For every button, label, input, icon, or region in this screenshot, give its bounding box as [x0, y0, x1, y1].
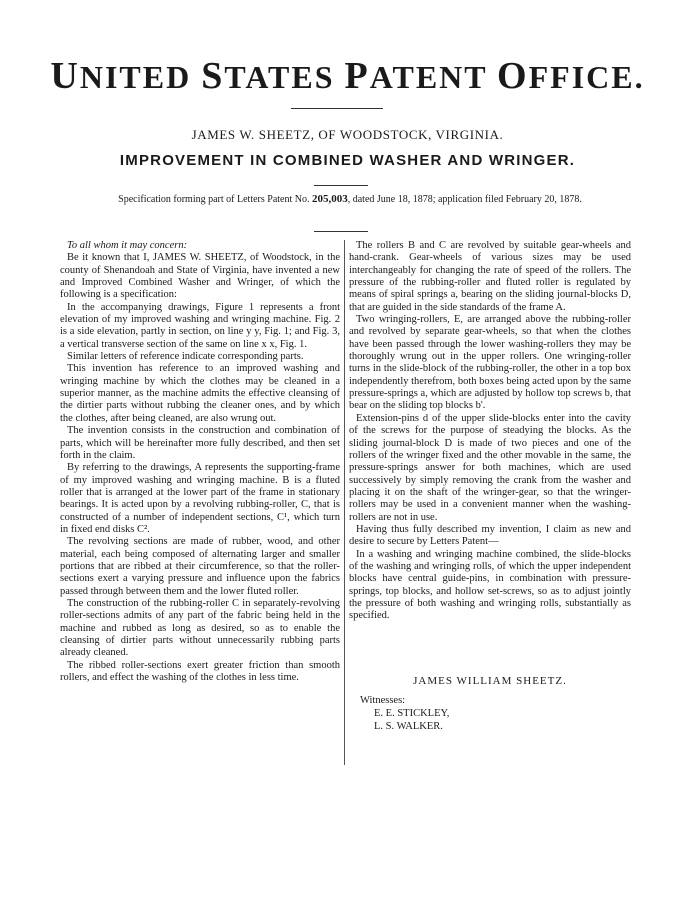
- right-column: [349, 240, 631, 623]
- office-title-word: PATENT: [344, 55, 498, 97]
- body-paragraph: This invention has reference to an improved washing and wringing machine by which the clothes may be cleaned in a superior manner, as the machine admits the effective cleansing of the dirtier parts without rubbing the cleaner ones, and by which the clothes, after being cleaned, are also wrung out.: [60, 363, 340, 424]
- inventor-line: JAMES W. SHEETZ, OF WOODSTOCK, VIRGINIA.: [191, 127, 504, 142]
- left-column: [60, 240, 340, 684]
- witness-name: E. E. STICKLEY,: [374, 708, 450, 719]
- office-title-word: OFFICE.: [497, 55, 645, 97]
- body-paragraph: The invention consists in the construction and combination of parts, which will be hereinafter more fully described, and then set forth in the claim.: [60, 425, 340, 461]
- body-paragraph: Two wringing-rollers, E, are arranged above the rubbing-roller and revolved by separate gear-wheels, so that when the clothes have been passed through the lower washing-rollers they may be thoroughly wrung out in the upper rollers. One wringing-roller turns in the slide-block of the rubbing-roller, the other in a top box independently therefrom, both boxes being acted upon by the same pressure-springs a, which are adjusted by hollow top screws b, that bear on the sliding top blocks b'.: [349, 314, 631, 412]
- body-paragraph: The construction of the rubbing-roller C in separately-revolving roller-sections admits of any part of the fabric being held in the machine and rubbed as long as desired, so as to enable the cleansing of dirtier parts without unnecessarily rubbing parts already cleaned.: [60, 597, 340, 659]
- body-paragraph: Extension-pins d of the upper slide-blocks enter into the cavity of the screws for the purpose of steadying the blocks. As the sliding journal-block D is made of two pieces and one of the rollers of the wringer fixed and the other movable in the same, the pressure-springs answer for both machines, which are used successively by simply removing the crank from the washer and placing it on the shaft of the wringer-gear, so that the wringer-rollers may be used in a convenient manner when the washing-rollers are not in use.: [349, 412, 631, 523]
- spec-suffix: , dated June 18, 1878; application filed February 20, 1878.: [347, 194, 582, 205]
- body-paragraph: Be it known that I, JAMES W. SHEETZ, of Woodstock, in the county of Shenandoah and State of Virginia, have invented a new and Improved Combined Washer and Wringer, of which the following is a specification:: [60, 252, 340, 301]
- salutation: To all whom it may concern:: [67, 240, 188, 251]
- witness-name: L. S. WALKER.: [374, 721, 443, 732]
- spec-prefix: Specification forming part of Letters Patent No.: [118, 194, 312, 205]
- column-divider: [344, 240, 345, 765]
- divider-rule: [314, 231, 368, 232]
- divider-rule: [314, 185, 368, 186]
- claim-text: In a washing and wringing machine combined, the slide-blocks of the washing and wringing rolls, of which the upper independent blocks have central guide-pins, in combination with pressure-springs, top blocks, and hollow set-screws, so as to adjust jointly the pressure of both washing and wringing rolls, substantially as specified.: [349, 548, 631, 622]
- body-paragraph: In the accompanying drawings, Figure 1 represents a front elevation of my improved washing and wringing machine. Fig. 2 is a side elevation, partly in section, on line y y, Fig. 1; and Fig. 3, a vertical transverse section of the same on line x x, Fig. 1.: [60, 301, 340, 350]
- body-paragraph: The revolving sections are made of rubber, wood, and other material, each being composed of alternating larger and smaller portions that are ribbed at their circumference, so that the roller-sections exert a varying pressure and influence upon the fabrics passed through between them and the lower fluted roller.: [60, 536, 340, 597]
- body-paragraph: Similar letters of reference indicate corresponding parts.: [67, 351, 304, 363]
- witnesses-block: [360, 694, 620, 733]
- office-title: [0, 56, 695, 97]
- body-paragraph: The ribbed roller-sections exert greater friction than smooth rollers, and effect the washing of the clothes in less time.: [60, 659, 340, 684]
- witnesses-label: Witnesses:: [360, 695, 406, 706]
- patent-number: 205,003: [311, 193, 348, 205]
- body-paragraph: The rollers B and C are revolved by suitable gear-wheels and hand-crank. Gear-wheels of various sizes may be used interchangeably for changing the rate of speed of the rollers. The pressure of the rubbing-roller and fluted roller is regulated by means of spiral springs a, bearing on the sliding journal-blocks D, that are guided in the side standards of the frame A.: [349, 240, 631, 313]
- claim-intro: Having thus fully described my invention, I claim as new and desire to secure by Letters Patent—: [349, 523, 631, 548]
- signature: JAMES WILLIAM SHEETZ.: [413, 675, 567, 687]
- divider-rule: [291, 108, 383, 109]
- body-paragraph: By referring to the drawings, A represents the supporting-frame of my improved washing and wringing machine. B is a fluted roller that is arranged at the lower part of the frame in stationary bearings. It is acted upon by a revolving rubbing-roller, C, that is constructed of a number of independent sections, C¹, which turn in fixed end disks C².: [60, 462, 340, 535]
- patent-title: IMPROVEMENT IN COMBINED WASHER AND WRINGER.: [119, 152, 576, 169]
- office-title-word: UNITED: [50, 55, 202, 97]
- specification-line: [80, 192, 620, 207]
- office-title-word: STATES: [201, 55, 345, 97]
